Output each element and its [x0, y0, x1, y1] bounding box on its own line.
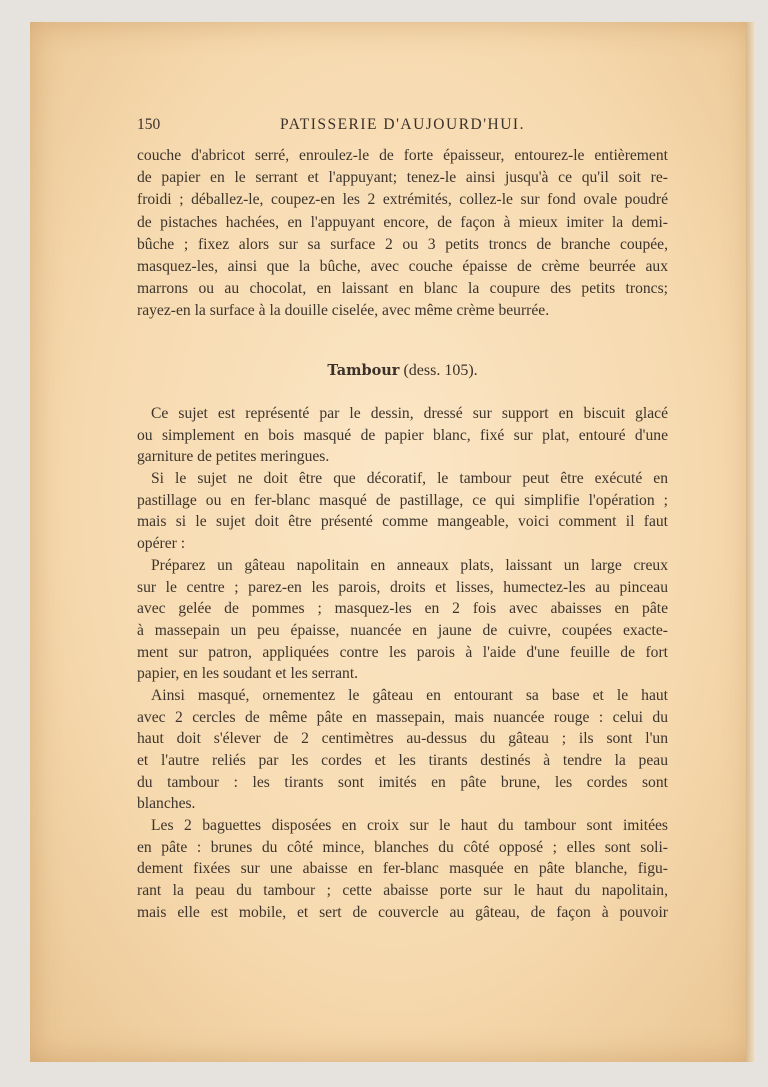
text-line: de papier en le serrant et l'appuyant; tenez-le ainsi jusqu'à ce qu'il soit re-	[137, 169, 668, 187]
section-1-text	[137, 145, 668, 323]
text-line: du tambour : les tirants sont imités en pâte brune, les cordes sont	[137, 773, 668, 791]
text-line: rayez-en la surface à la douille ciselée, avec même crème beurrée.	[137, 302, 550, 320]
text-line: de pistaches hachées, en l'appuyant encore, de façon à mieux imiter la demi-	[137, 213, 668, 231]
text-line: Préparez un gâteau napolitain en anneaux plats, laissant un large creux	[151, 556, 668, 574]
section-figure-ref: (dess. 105).	[403, 362, 478, 379]
text-line: Ainsi masqué, ornementez le gâteau en entourant sa base et le haut	[151, 686, 668, 704]
text-line: avec gelée de pommes ; masquez-les en 2 fois avec abaisses en pâte	[137, 600, 668, 618]
text-line: ou simplement en bois masqué de papier blanc, fixé sur plat, entouré d'une	[137, 426, 668, 444]
text-line: avec 2 cercles de même pâte en massepain, mais nuancée rouge : celui du	[137, 708, 668, 726]
section-heading	[137, 362, 668, 380]
text-line: haut doit s'élever de 2 centimètres au-dessus du gâteau ; ils sont l'un	[137, 730, 668, 748]
text-line: mais si le sujet doit être présenté comme mangeable, voici comment il faut	[137, 513, 668, 531]
text-line: sur le centre ; parez-en les parois, droits et lisses, humectez-les au pinceau	[137, 578, 668, 596]
text-line: pastillage ou en fer-blanc masqué de pastillage, ce qui simplifie l'opération ;	[137, 491, 668, 509]
text-line: couche d'abricot serré, enroulez-le de forte épaisseur, entourez-le entièrement	[137, 147, 668, 164]
text-line: en pâte : brunes du côté mince, blanches du côté opposé ; elles sont soli-	[137, 838, 668, 856]
text-line: Si le sujet ne doit être que décoratif, le tambour peut être exécuté en	[151, 470, 668, 488]
text-line: Les 2 baguettes disposées en croix sur le haut du tambour sont imitées	[151, 817, 668, 835]
section-2-text	[137, 403, 668, 924]
text-line: et l'autre reliés par les cordes et les tirants destinés à tendre la peau	[137, 752, 668, 769]
text-line: garniture de petites meringues.	[137, 448, 330, 466]
section-title: Tambour	[327, 362, 400, 379]
text-line: blanches.	[137, 795, 196, 813]
text-line: Ce sujet est représenté par le dessin, dressé sur support en biscuit glacé	[151, 405, 668, 422]
page-number: 150	[137, 116, 161, 133]
running-title: PATISSERIE D'AUJOURD'HUI.	[280, 116, 525, 133]
text-line: bûche ; fixez alors sur sa surface 2 ou 3 petits troncs de branche coupée,	[137, 235, 668, 253]
page-edge	[746, 22, 756, 1062]
text-line: froidi ; déballez-le, coupez-en les 2 extrémités, collez-le sur fond ovale poudré	[137, 191, 668, 209]
running-header	[137, 116, 668, 136]
text-line: opérer :	[137, 535, 186, 553]
text-line: à massepain un peu épaisse, nuancée en jaune de cuivre, coupées exacte-	[137, 621, 668, 639]
text-line: masquez-les, ainsi que la bûche, avec couche épaisse de crème beurrée aux	[137, 257, 668, 275]
text-line: dement fixées sur une abaisse en fer-blanc masquée en pâte blanche, figu-	[137, 860, 668, 878]
text-line: papier, en les soudant et les serrant.	[137, 665, 359, 683]
text-line: rant la peau du tambour ; cette abaisse porte sur le haut du napolitain,	[137, 882, 668, 900]
text-line: ment sur patron, appliquées contre les parois à l'aide d'une feuille de fort	[137, 643, 668, 661]
text-line: mais elle est mobile, et sert de couvercle au gâteau, de façon à pouvoir	[137, 903, 668, 921]
text-line: marrons ou au chocolat, en laissant en blanc la coupure des petits troncs;	[137, 280, 668, 298]
